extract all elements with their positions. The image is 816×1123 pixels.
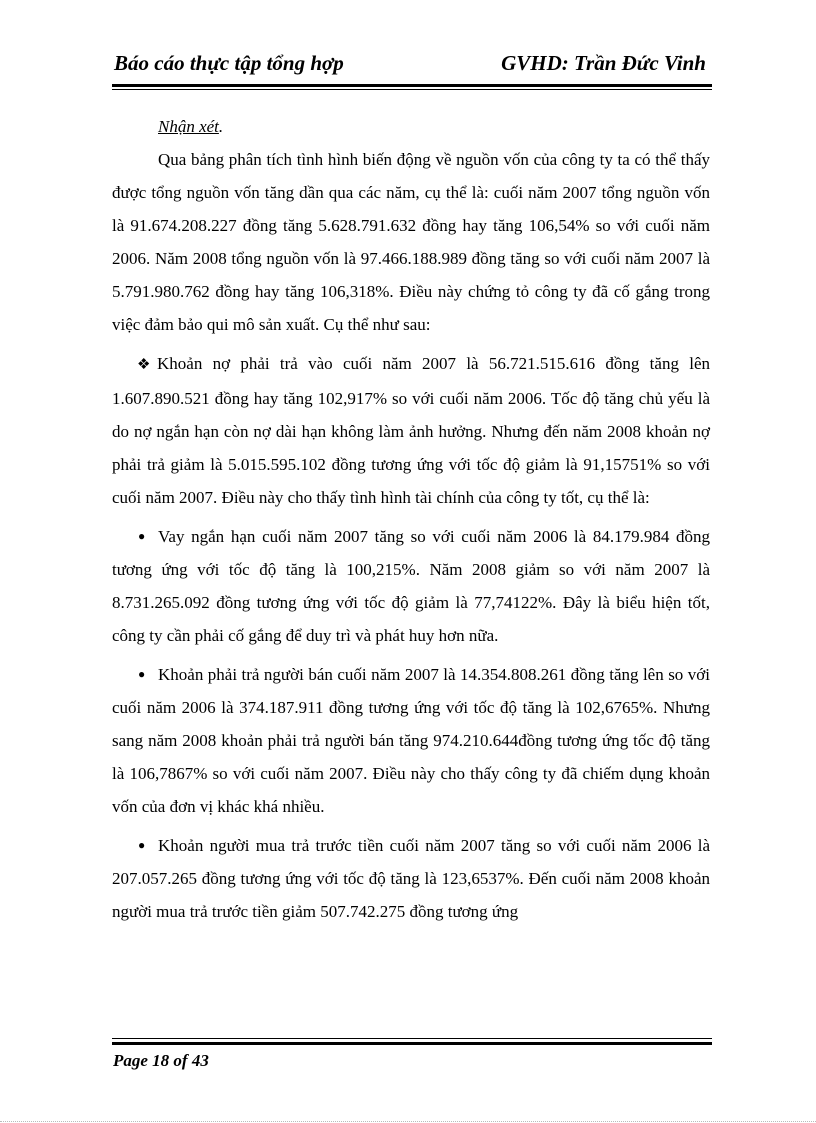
bullet-icon: ● — [138, 667, 146, 681]
note-title: Nhận xét. — [158, 117, 224, 136]
bullet-list-item: ● Khoản người mua trả trước tiền cuối năm 2007 tăng so với cuối năm 2006 là 207.057.265 đồng tương ứng với tốc độ tăng là 123,6537%. Đến cuối năm 2008 khoản người mua trả trước tiền giảm 507.742.275 đồng tương ứng — [112, 829, 710, 928]
page-number: Page 18 of 43 — [113, 1051, 209, 1070]
footer-rule-thin — [112, 1038, 712, 1039]
diamond-bullet-icon: ❖ — [137, 357, 151, 373]
supervisor-name: GVHD: Trần Đức Vinh — [501, 51, 706, 75]
report-title: Báo cáo thực tập tổng hợp — [114, 51, 344, 75]
bullet-list-item: ● Vay ngắn hạn cuối năm 2007 tăng so với cuối năm 2006 là 84.179.984 đồng tương ứng với tốc độ tăng là 100,215%. Năm 2008 giảm so với năm 2007 là 8.731.265.092 đồng tương ứng với tốc độ giảm là 77,74122%. Đây là biểu hiện tốt, công ty cần phải cố gắng để duy trì và phát huy hơn nữa. — [112, 520, 710, 652]
footer-rule-thick — [112, 1042, 712, 1045]
intro-paragraph: Qua bảng phân tích tình hình biến động về nguồn vốn của công ty ta có thể thấy được tổng nguồn vốn tăng dần qua các năm, cụ thể là: cuối năm 2007 tổng nguồn vốn là 91.674.208.227 đồng tăng 5.628.791.632 đồng hay tăng 106,54% so với cuối năm 2006. Năm 2008 tổng nguồn vốn là 97.466.188.989 đồng tăng so với cuối năm 2007 là 5.791.980.762 đồng hay tăng 106,318%. Điều này chứng tỏ công ty đã cố gắng trong việc đảm bảo qui mô sản xuất. Cụ thể như sau: — [112, 150, 710, 334]
diamond-list-item: ❖ Khoản nợ phải trả vào cuối năm 2007 là 56.721.515.616 đồng tăng lên 1.607.890.521 đồng hay tăng 102,917% so với cuối năm 2006. Tốc độ tăng chủ yếu là do nợ ngắn hạn còn nợ dài hạn không làm ảnh hưởng. Nhưng đến năm 2008 khoản nợ phải trả giảm là 5.015.595.102 đồng tương ứng với tốc độ giảm là 91,15751% so với cuối năm 2007. Điều này cho thấy tình hình tài chính của công ty tốt, cụ thể là: — [112, 347, 710, 514]
page-header — [112, 50, 710, 82]
bullet-icon: ● — [138, 838, 146, 852]
document-body — [112, 110, 710, 928]
header-rule-thin — [112, 89, 712, 90]
bullet-list-item: ● Khoản phải trả người bán cuối năm 2007 là 14.354.808.261 đồng tăng lên so với cuối năm 2006 là 374.187.911 đồng tương ứng với tốc độ tăng là 102,6765%. Nhưng sang năm 2008 khoản phải trả người bán tăng 974.210.644đồng tương ứng tốc độ tăng là 106,7867% so với cuối năm 2007. Điều này cho thấy công ty đã chiếm dụng khoản vốn của đơn vị khác khá nhiều. — [112, 658, 710, 823]
header-rule-thick — [112, 84, 712, 87]
bullet-icon: ● — [138, 529, 146, 543]
